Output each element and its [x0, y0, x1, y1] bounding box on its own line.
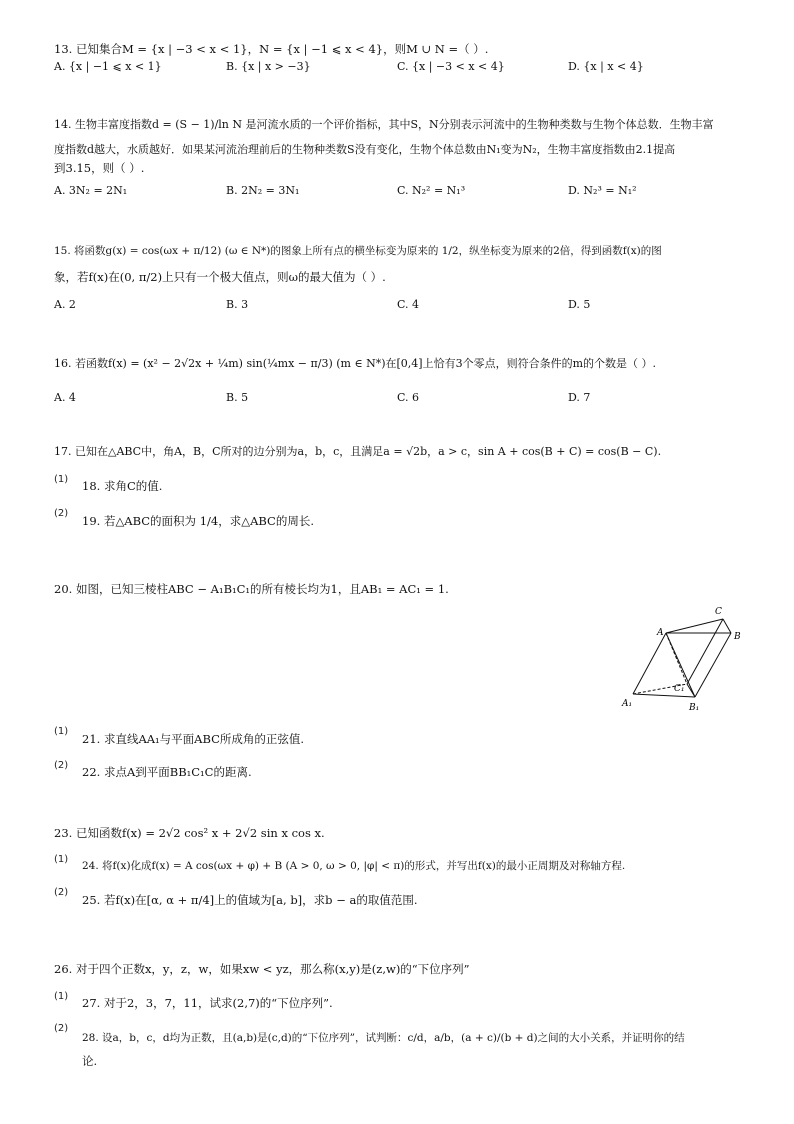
q16-stem: 16. 若函数f(x) = (x² − 2√2x + ¼m) sin(¼mx − π/3) (m ∈ N*)在[0,4]上恰有3个零点，则符合条件的m的个数是（ ）. — [54, 357, 657, 370]
q14-option-b: B. 2N₂ = 3N₁ — [226, 184, 300, 197]
q23-part2-tag: (2) — [54, 887, 69, 898]
q15-option-a: A. 2 — [54, 298, 76, 311]
q13-option-d: D. {x | x < 4} — [568, 60, 644, 73]
q15-stem-line1: 15. 将函数g(x) = cos(ωx + π/12) (ω ∈ N*)的图象上所有点的横坐标变为原来的 1/2，纵坐标变为原来的2倍，得到函数f(x)的图 — [54, 245, 662, 257]
q15-stem-line2: 象，若f(x)在(0, π/2)上只有一个极大值点，则ω的最大值为（ ）. — [54, 270, 386, 284]
q14-stem-line1: 14. 生物丰富度指数d = (S − 1)/ln N 是河流水质的一个评价指标，其中S，N分别表示河流中的生物种类数与生物个体总数．生物丰富 — [54, 118, 714, 131]
q20-part2: 22. 求点A到平面BB₁C₁C的距离. — [82, 765, 252, 779]
q15-option-b: B. 3 — [226, 298, 249, 311]
q13-option-c: C. {x | −3 < x < 4} — [397, 60, 505, 73]
q14-option-a: A. 3N₂ = 2N₁ — [54, 184, 128, 197]
q20-stem: 20. 如图，已知三棱柱ABC − A₁B₁C₁的所有棱长均为1，且AB₁ = AC₁ = 1. — [54, 582, 449, 596]
prism-label-c: C — [715, 607, 722, 617]
q26-part2-line1: 28. 设a，b，c，d均为正数，且(a,b)是(c,d)的“下位序列”，试判断：c/d，a/b，(a + c)/(b + d)之间的大小关系，并证明你的结 — [82, 1032, 685, 1044]
q26-part1-tag: (1) — [54, 991, 69, 1002]
q13-option-a: A. {x | −1 ⩽ x < 1} — [54, 60, 162, 73]
q26-part2-tag: (2) — [54, 1023, 69, 1034]
q23-part1: 24. 将f(x)化成f(x) = A cos(ωx + φ) + B (A > 0, ω > 0, |φ| < π)的形式，并写出f(x)的最小正周期及对称轴方程. — [82, 860, 626, 872]
prism-figure — [615, 602, 750, 714]
q23-part2: 25. 若f(x)在[α, α + π/4]上的值域为[a, b]，求b − a的取值范围. — [82, 893, 418, 907]
q14-option-c: C. N₂² = N₁³ — [397, 184, 466, 197]
q23-part1-tag: (1) — [54, 854, 69, 865]
q20-part2-tag: (2) — [54, 760, 69, 771]
prism-label-b1: B₁ — [689, 703, 700, 713]
q13-option-b: B. {x | x > −3} — [226, 60, 311, 73]
q16-option-c: C. 6 — [397, 391, 420, 404]
prism-label-a: A — [657, 628, 664, 638]
q17-part1-tag: (1) — [54, 474, 69, 485]
prism-label-c1: C₁ — [674, 684, 685, 694]
q13-stem: 13. 已知集合M = {x | −3 < x < 1}，N = {x | −1 ⩽ x < 4}，则M ∪ N =（ ）. — [54, 42, 489, 56]
prism-label-b: B — [734, 632, 741, 642]
q20-part1-tag: (1) — [54, 726, 69, 737]
q26-part1: 27. 对于2，3，7，11，试求(2,7)的“下位序列”. — [82, 996, 333, 1010]
q16-option-d: D. 7 — [568, 391, 591, 404]
q14-stem-line3: 到3.15，则（ ）. — [54, 161, 145, 175]
q26-stem: 26. 对于四个正数x，y，z，w，如果xw < yz，那么称(x,y)是(z,w)的“下位序列” — [54, 962, 470, 976]
q20-part1: 21. 求直线AA₁与平面ABC所成角的正弦值. — [82, 732, 305, 746]
q26-part2-line2: 论. — [82, 1054, 98, 1068]
q17-stem: 17. 已知在△ABC中，角A，B，C所对的边分别为a，b，c，且满足a = √2b，a > c，sin A + cos(B + C) = cos(B − C). — [54, 445, 662, 458]
q17-part2: 19. 若△ABC的面积为 1/4，求△ABC的周长. — [82, 514, 314, 528]
q16-option-a: A. 4 — [54, 391, 76, 404]
q15-option-c: C. 4 — [397, 298, 420, 311]
q23-stem: 23. 已知函数f(x) = 2√2 cos² x + 2√2 sin x cos x. — [54, 826, 325, 840]
q14-stem-line2: 度指数d越大，水质越好．如果某河流治理前后的生物种类数S没有变化，生物个体总数由N₁变为N₂，生物丰富度指数由2.1提高 — [54, 143, 676, 156]
q17-part1: 18. 求角C的值. — [82, 479, 163, 493]
q16-option-b: B. 5 — [226, 391, 249, 404]
prism-label-a1: A₁ — [622, 699, 633, 709]
q15-option-d: D. 5 — [568, 298, 591, 311]
q17-part2-tag: (2) — [54, 508, 69, 519]
q14-option-d: D. N₂³ = N₁² — [568, 184, 637, 197]
